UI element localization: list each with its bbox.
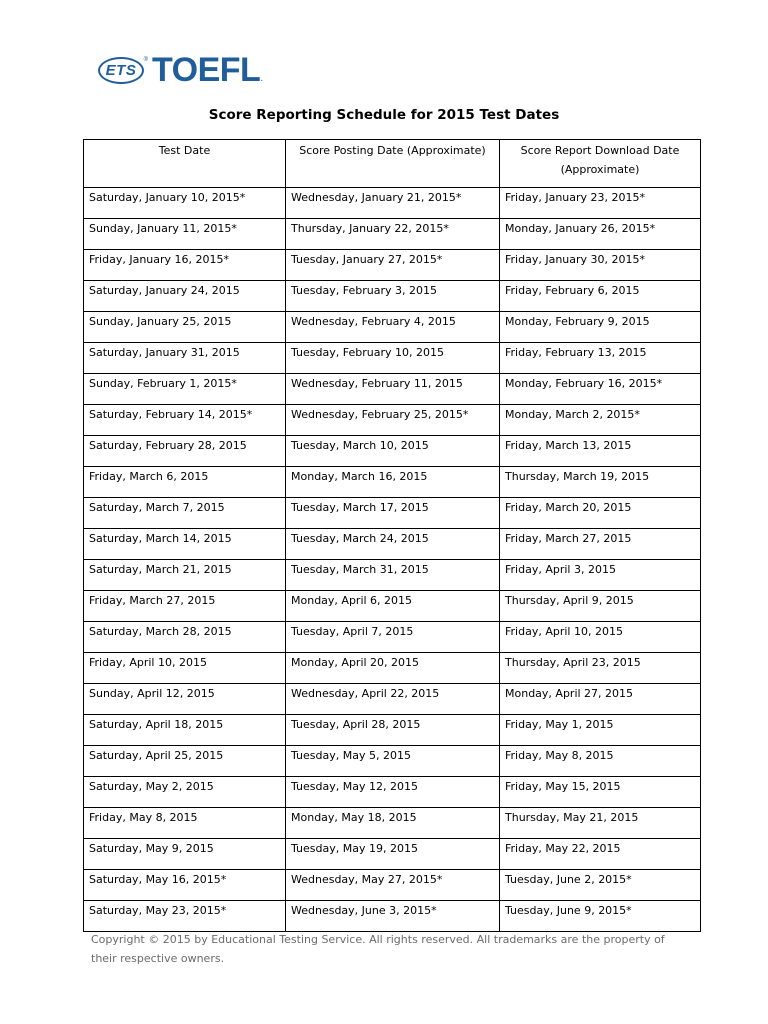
test-date-cell: Sunday, February 1, 2015* bbox=[84, 374, 286, 405]
score-report-download-date-cell: Friday, April 10, 2015 bbox=[500, 622, 701, 653]
score-posting-date-cell: Wednesday, April 22, 2015 bbox=[286, 684, 500, 715]
test-date-cell: Sunday, January 11, 2015* bbox=[84, 219, 286, 250]
score-report-download-date-cell: Friday, April 3, 2015 bbox=[500, 560, 701, 591]
score-report-download-date-cell: Thursday, April 23, 2015 bbox=[500, 653, 701, 684]
test-date-cell: Saturday, March 28, 2015 bbox=[84, 622, 286, 653]
test-date-cell: Saturday, January 10, 2015* bbox=[84, 188, 286, 219]
score-posting-date-cell: Wednesday, February 11, 2015 bbox=[286, 374, 500, 405]
test-date-cell: Friday, May 8, 2015 bbox=[84, 808, 286, 839]
table-row bbox=[84, 746, 701, 777]
score-report-download-date-cell: Friday, May 22, 2015 bbox=[500, 839, 701, 870]
table-row bbox=[84, 653, 701, 684]
score-posting-date-cell: Tuesday, May 12, 2015 bbox=[286, 777, 500, 808]
score-posting-date-cell: Wednesday, January 21, 2015* bbox=[286, 188, 500, 219]
score-report-download-date-cell: Friday, May 1, 2015 bbox=[500, 715, 701, 746]
test-date-cell: Friday, January 16, 2015* bbox=[84, 250, 286, 281]
score-report-download-date-cell: Monday, February 9, 2015 bbox=[500, 312, 701, 343]
ets-logo-text: ETS bbox=[105, 61, 137, 79]
score-report-download-date-cell: Thursday, April 9, 2015 bbox=[500, 591, 701, 622]
table-row bbox=[84, 219, 701, 250]
score-report-download-date-cell: Monday, January 26, 2015* bbox=[500, 219, 701, 250]
table-row bbox=[84, 715, 701, 746]
column-header-score-report-download-date: Score Report Download Date (Approximate) bbox=[500, 140, 701, 188]
table-row bbox=[84, 436, 701, 467]
table-row bbox=[84, 498, 701, 529]
table-row bbox=[84, 281, 701, 312]
table-row bbox=[84, 777, 701, 808]
test-date-cell: Saturday, February 28, 2015 bbox=[84, 436, 286, 467]
score-report-download-date-cell: Friday, February 13, 2015 bbox=[500, 343, 701, 374]
score-report-download-date-cell: Tuesday, June 9, 2015* bbox=[500, 901, 701, 932]
score-report-download-date-cell: Monday, February 16, 2015* bbox=[500, 374, 701, 405]
test-date-cell: Saturday, May 9, 2015 bbox=[84, 839, 286, 870]
score-posting-date-cell: Tuesday, May 19, 2015 bbox=[286, 839, 500, 870]
test-date-cell: Saturday, March 21, 2015 bbox=[84, 560, 286, 591]
table-row bbox=[84, 870, 701, 901]
test-date-cell: Saturday, May 23, 2015* bbox=[84, 901, 286, 932]
table-row bbox=[84, 839, 701, 870]
page-title: Score Reporting Schedule for 2015 Test Dates bbox=[208, 107, 560, 123]
score-report-download-date-cell: Monday, March 2, 2015* bbox=[500, 405, 701, 436]
score-report-download-date-cell: Friday, February 6, 2015 bbox=[500, 281, 701, 312]
score-posting-date-cell: Tuesday, January 27, 2015* bbox=[286, 250, 500, 281]
table-row bbox=[84, 343, 701, 374]
score-report-download-date-cell: Friday, March 27, 2015 bbox=[500, 529, 701, 560]
table-row bbox=[84, 591, 701, 622]
trademark-dot-icon: . bbox=[260, 73, 264, 84]
table-row bbox=[84, 622, 701, 653]
table-row bbox=[84, 467, 701, 498]
test-date-cell: Sunday, April 12, 2015 bbox=[84, 684, 286, 715]
score-report-download-date-cell: Friday, May 8, 2015 bbox=[500, 746, 701, 777]
test-date-cell: Saturday, January 31, 2015 bbox=[84, 343, 286, 374]
score-posting-date-cell: Tuesday, April 28, 2015 bbox=[286, 715, 500, 746]
table-header-row bbox=[84, 140, 701, 188]
table-row bbox=[84, 374, 701, 405]
score-posting-date-cell: Wednesday, May 27, 2015* bbox=[286, 870, 500, 901]
test-date-cell: Friday, March 6, 2015 bbox=[84, 467, 286, 498]
score-report-download-date-cell: Tuesday, June 2, 2015* bbox=[500, 870, 701, 901]
score-posting-date-cell: Tuesday, April 7, 2015 bbox=[286, 622, 500, 653]
test-date-cell: Saturday, February 14, 2015* bbox=[84, 405, 286, 436]
score-report-download-date-cell: Thursday, May 21, 2015 bbox=[500, 808, 701, 839]
test-date-cell: Friday, March 27, 2015 bbox=[84, 591, 286, 622]
table-row bbox=[84, 901, 701, 932]
score-posting-date-cell: Wednesday, June 3, 2015* bbox=[286, 901, 500, 932]
score-posting-date-cell: Monday, March 16, 2015 bbox=[286, 467, 500, 498]
test-date-cell: Saturday, April 25, 2015 bbox=[84, 746, 286, 777]
score-report-download-date-cell: Friday, March 13, 2015 bbox=[500, 436, 701, 467]
score-posting-date-cell: Thursday, January 22, 2015* bbox=[286, 219, 500, 250]
copyright-footer: Copyright © 2015 by Educational Testing Service. All rights reserved. All trademarks are the property of their respective owners. bbox=[91, 933, 665, 965]
toefl-logo bbox=[98, 50, 263, 90]
score-posting-date-cell: Monday, May 18, 2015 bbox=[286, 808, 500, 839]
score-posting-date-cell: Wednesday, February 25, 2015* bbox=[286, 405, 500, 436]
score-report-download-date-cell: Friday, January 23, 2015* bbox=[500, 188, 701, 219]
test-date-cell: Saturday, April 18, 2015 bbox=[84, 715, 286, 746]
table-row bbox=[84, 560, 701, 591]
test-date-cell: Saturday, May 16, 2015* bbox=[84, 870, 286, 901]
table-row bbox=[84, 188, 701, 219]
score-report-download-date-cell: Monday, April 27, 2015 bbox=[500, 684, 701, 715]
table-row bbox=[84, 808, 701, 839]
test-date-cell: Saturday, March 14, 2015 bbox=[84, 529, 286, 560]
score-posting-date-cell: Tuesday, May 5, 2015 bbox=[286, 746, 500, 777]
score-report-download-date-cell: Friday, March 20, 2015 bbox=[500, 498, 701, 529]
test-date-cell: Saturday, January 24, 2015 bbox=[84, 281, 286, 312]
score-report-download-date-cell: Friday, January 30, 2015* bbox=[500, 250, 701, 281]
schedule-table bbox=[83, 139, 701, 932]
score-posting-date-cell: Tuesday, March 31, 2015 bbox=[286, 560, 500, 591]
column-header-test-date: Test Date bbox=[84, 140, 286, 188]
test-date-cell: Saturday, March 7, 2015 bbox=[84, 498, 286, 529]
score-posting-date-cell: Monday, April 20, 2015 bbox=[286, 653, 500, 684]
ets-logo bbox=[98, 56, 148, 84]
score-posting-date-cell: Tuesday, February 10, 2015 bbox=[286, 343, 500, 374]
score-report-download-date-cell: Thursday, March 19, 2015 bbox=[500, 467, 701, 498]
score-posting-date-cell: Monday, April 6, 2015 bbox=[286, 591, 500, 622]
test-date-cell: Sunday, January 25, 2015 bbox=[84, 312, 286, 343]
toefl-logo-text: TOEFL bbox=[152, 51, 261, 89]
table-row bbox=[84, 684, 701, 715]
table-row bbox=[84, 405, 701, 436]
table-row bbox=[84, 529, 701, 560]
score-posting-date-cell: Tuesday, March 17, 2015 bbox=[286, 498, 500, 529]
test-date-cell: Friday, April 10, 2015 bbox=[84, 653, 286, 684]
score-posting-date-cell: Tuesday, March 24, 2015 bbox=[286, 529, 500, 560]
score-posting-date-cell: Tuesday, February 3, 2015 bbox=[286, 281, 500, 312]
score-posting-date-cell: Tuesday, March 10, 2015 bbox=[286, 436, 500, 467]
registered-mark-icon: ® bbox=[143, 56, 148, 63]
table-row bbox=[84, 250, 701, 281]
score-posting-date-cell: Wednesday, February 4, 2015 bbox=[286, 312, 500, 343]
test-date-cell: Saturday, May 2, 2015 bbox=[84, 777, 286, 808]
score-report-download-date-cell: Friday, May 15, 2015 bbox=[500, 777, 701, 808]
table-row bbox=[84, 312, 701, 343]
column-header-score-posting-date: Score Posting Date (Approximate) bbox=[286, 140, 500, 188]
